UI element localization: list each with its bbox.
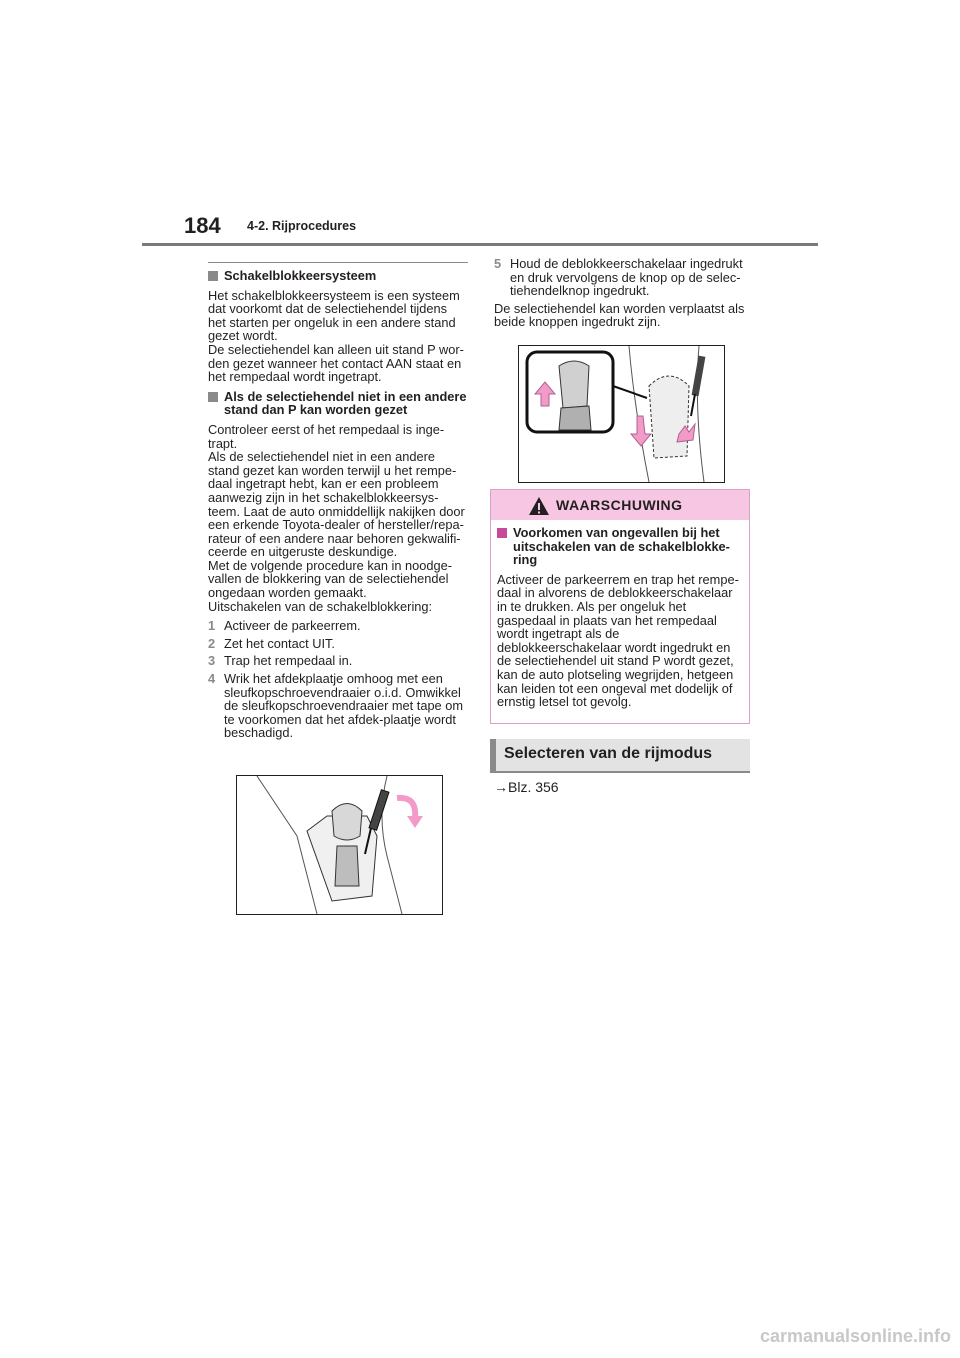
square-bullet-icon (208, 392, 218, 402)
header-rule (142, 243, 818, 246)
page-reference-link[interactable]: →Blz. 356 (494, 779, 559, 795)
heading-accent (490, 739, 496, 771)
heading-niet-in-andere-stand: Als de selectiehendel niet in een andere stand dan P kan worden gezet (208, 390, 470, 417)
square-bullet-icon (497, 528, 507, 538)
page-header (0, 0, 960, 260)
section-heading-bar (490, 739, 750, 773)
section-label: 4-2. Rijprocedures (247, 219, 357, 233)
warning-triangle-icon (528, 496, 550, 516)
warning-title: WAARSCHUWING (556, 497, 683, 513)
paragraph-controleer: Controleer eerst of het rempedaal is inge- trapt. Als de selectiehendel niet in een andere stand gezet kan worden terwijl u het rempe- daal ingetrapt hebt, kan er een probleem aanwezig zijn in het schakelblokkeersys- teem. Laat de auto onmiddellijk nakijken door een erkende Toyota-dealer of hersteller/repa- rateur of een andere naar behoren gekwalifi- ceerde en uitgeruste deskundige. Met de volgende procedure kan in noodge- vallen de blokkering van de selectiehendel ongedaan worden gemaakt. Uitschakelen van de schakelblokkering: (208, 421, 465, 614)
warning-text: Activeer de parkeerrem en trap het rempe-daal in alvorens de deblokkeerschakelaar in te drukken. Als per ongeluk het gaspedaal in plaats van het rempedaal wordt ingetrapt als de deblokkeerschakelaar wordt ingedrukt en de selectiehendel uit stand P wordt gezet, kan de auto plotseling wegrijden, hetgeen kan leiden tot een ongeval met dodelijk of ernstig letsel tot gevolg. (497, 571, 739, 710)
shift-console-illustration (237, 776, 442, 914)
section-heading-rijmodus: Selecteren van de rijmodus (504, 745, 713, 762)
warning-header (491, 490, 749, 520)
warning-box (490, 489, 750, 724)
heading-schakelblokkeer: Schakelblokkeersysteem (208, 269, 470, 283)
step-4: 4 Wrik het afdekplaatje omhoog met een sleufkopschroevendraaier o.i.d. Omwikkel de sleufkopschroevendraaier met tape om te voorkomen dat het afdek-plaatje wordt beschadigd. (208, 671, 464, 741)
paragraph-intro: Het schakelblokkeersysteem is een systeem dat voorkomt dat de selectiehendel tijdens het starten per ongeluk in een andere stand gezet wordt. De selectiehendel kan alleen uit stand P wor- den gezet wanneer het contact AAN staat en het rempedaal wordt ingetrapt. (208, 287, 464, 385)
paragraph-verplaatst: De selectiehendel kan worden verplaatst als beide knoppen ingedrukt zijn. (494, 300, 745, 330)
left-column (208, 262, 470, 744)
figure-release-button (518, 345, 725, 483)
step-1: 1 Activeer de parkeerrem. (208, 618, 361, 634)
square-bullet-icon (208, 271, 218, 281)
step-3: 3 Trap het rempedaal in. (208, 653, 353, 669)
step-2: 2 Zet het contact UIT. (208, 635, 335, 651)
watermark: carmanualsonline.info (760, 1326, 952, 1346)
section-rule (208, 262, 468, 263)
figure-pry-cover (236, 775, 443, 915)
warning-body (491, 520, 749, 709)
warning-heading: Voorkomen van ongevallen bij het uitschakelen van de schakelblokke-ring (497, 526, 743, 567)
right-column (494, 257, 750, 335)
step-5: 5 Houd de deblokkeerschakelaar ingedrukt en druk vervolgens de knop op de selec-tiehendelknop ingedrukt. (494, 256, 743, 299)
page-number: 184 (184, 213, 221, 238)
shift-knob-illustration (519, 346, 724, 482)
